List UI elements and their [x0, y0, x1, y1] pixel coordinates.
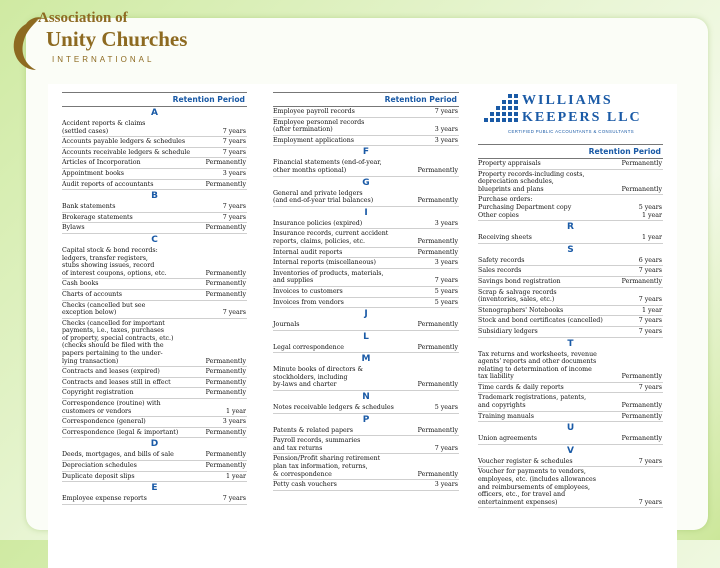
record-name: Property records-including costs, depreciation schedules, blueprints and plans	[478, 170, 585, 193]
retention-period: Permanently	[205, 180, 246, 188]
record-name: Voucher register & schedules	[478, 457, 573, 465]
record-name: Internal audit reports	[273, 248, 343, 256]
retention-row	[62, 137, 247, 148]
column-3-body	[478, 159, 663, 508]
record-name: Accounts payable ledgers & schedules	[62, 138, 186, 146]
column-heading: Retention Period	[62, 92, 247, 107]
section-letter: U	[566, 423, 575, 434]
section-letter: M	[361, 354, 371, 365]
record-name: Charts of accounts	[62, 290, 122, 298]
retention-period: 1 year	[641, 306, 662, 314]
section-letter: L	[363, 331, 369, 342]
retention-row	[273, 403, 459, 414]
record-name: Bank statements	[62, 203, 116, 211]
record-name: Employee payroll records	[273, 108, 355, 115]
retention-row	[273, 343, 459, 354]
retention-period: 7 years	[222, 309, 246, 317]
retention-period: 3 years	[222, 418, 246, 426]
record-name: Journals	[273, 321, 300, 329]
retention-period: Permanently	[621, 185, 662, 193]
section-letter: B	[151, 191, 158, 202]
retention-period: 3 years	[434, 481, 458, 489]
retention-period: Permanently	[417, 248, 458, 256]
retention-period: 7 years	[638, 267, 662, 275]
column-2	[273, 92, 459, 491]
retention-row	[62, 148, 247, 159]
retention-period: 3 years	[222, 169, 246, 177]
retention-period: 6 years	[638, 256, 662, 264]
retention-period: 3 years	[434, 136, 458, 144]
retention-row	[478, 412, 663, 423]
retention-period: 7 years	[222, 127, 246, 135]
retention-row	[62, 158, 247, 169]
firm-name: WILLIAMS KEEPERS LLC	[522, 93, 642, 125]
retention-period: Permanently	[621, 412, 662, 420]
retention-period: 7 years	[434, 108, 458, 115]
retention-row	[478, 159, 663, 170]
retention-row	[273, 365, 459, 391]
record-name: Articles of Incorporation	[62, 159, 141, 167]
retention-period: 5 years	[434, 298, 458, 306]
retention-period: Permanently	[621, 160, 662, 167]
retention-row	[62, 399, 247, 417]
retention-period: Permanently	[205, 378, 246, 386]
record-name: Insurance policies (expired)	[273, 219, 363, 227]
column-heading: Retention Period	[478, 144, 663, 159]
retention-period: 7 years	[638, 296, 662, 304]
record-name: Invoices from vendors	[273, 298, 344, 306]
retention-row	[478, 350, 663, 383]
retention-row	[62, 450, 247, 461]
retention-period: Permanently	[417, 166, 458, 174]
section-letter: P	[362, 414, 370, 425]
section-letter: F	[362, 147, 370, 158]
retention-row	[478, 434, 663, 445]
retention-period: Permanently	[205, 357, 246, 365]
retention-period: 5 years	[434, 404, 458, 412]
retention-row	[62, 119, 247, 137]
retention-row	[478, 195, 663, 221]
section-letter: A	[151, 108, 158, 118]
retention-row	[478, 457, 663, 468]
retention-row	[273, 426, 459, 437]
retention-period: 5 years 1 year	[638, 203, 662, 219]
retention-period: 7 years	[638, 457, 662, 465]
retention-row	[273, 454, 459, 480]
retention-period: 7 years	[638, 498, 662, 506]
williams-keepers-logo	[478, 92, 663, 138]
column-2-body	[273, 107, 459, 491]
section-letter: R	[567, 222, 574, 233]
record-name: Correspondence (general)	[62, 418, 146, 426]
section-letter: G	[362, 177, 370, 188]
retention-row	[478, 306, 663, 317]
retention-row	[62, 213, 247, 224]
record-name: Contracts and leases (expired)	[62, 368, 160, 376]
record-name: Checks (cancelled but see exception below)	[62, 301, 146, 317]
retention-period: 7 years	[222, 213, 246, 221]
record-name: Insurance records, current accident reports, claims, policies, etc.	[273, 230, 389, 245]
record-name: Financial statements (end-of-year, other months optional)	[273, 159, 382, 174]
record-name: Tax returns and worksheets, revenue agents' reports and other documents relating to determination of income tax liability	[478, 350, 597, 381]
retention-row	[273, 118, 459, 136]
retention-period: Permanently	[205, 159, 246, 167]
retention-row	[273, 158, 459, 176]
retention-row	[62, 494, 247, 505]
bar-grid-icon	[478, 92, 524, 128]
section-letter: V	[567, 445, 574, 456]
retention-row	[273, 287, 459, 298]
retention-period: 1 year	[641, 234, 662, 242]
section-letter: D	[150, 439, 159, 450]
record-name: Bylaws	[62, 224, 85, 232]
retention-period: Permanently	[205, 224, 246, 232]
retention-row	[478, 316, 663, 327]
column-1-body	[62, 108, 247, 505]
record-name: Appointment books	[62, 169, 124, 177]
retention-row	[62, 367, 247, 378]
retention-row	[478, 393, 663, 411]
retention-row	[273, 320, 459, 331]
retention-row	[62, 428, 247, 439]
retention-period: Permanently	[205, 451, 246, 459]
retention-row	[273, 269, 459, 287]
column-3	[478, 92, 663, 508]
retention-row	[478, 266, 663, 277]
retention-period: Permanently	[417, 343, 458, 351]
column-1	[62, 92, 247, 505]
retention-row	[62, 417, 247, 428]
record-name: Employment applications	[273, 136, 354, 144]
record-name: Sales records	[478, 267, 522, 275]
retention-row	[62, 319, 247, 368]
brand-line3: INTERNATIONAL	[52, 55, 155, 64]
record-name: Correspondence (legal & important)	[62, 428, 179, 436]
retention-row	[62, 290, 247, 301]
retention-row	[273, 136, 459, 147]
retention-row	[273, 229, 459, 247]
record-name: Training manuals	[478, 412, 534, 420]
record-name: Payroll records, summaries and tax returns	[273, 437, 361, 452]
retention-row	[62, 378, 247, 389]
retention-period: 5 years	[434, 287, 458, 295]
retention-row	[62, 279, 247, 290]
retention-row	[273, 258, 459, 269]
record-name: Duplicate deposit slips	[62, 472, 135, 480]
record-name: Petty cash vouchers	[273, 481, 337, 489]
retention-period: Permanently	[205, 280, 246, 288]
section-letter: T	[567, 338, 574, 349]
retention-period: 7 years	[222, 203, 246, 211]
retention-row	[62, 301, 247, 319]
retention-row	[478, 327, 663, 338]
retention-row	[273, 298, 459, 309]
retention-period: 7 years	[434, 444, 458, 452]
retention-period: Permanently	[205, 462, 246, 469]
record-name: Time cards & daily reports	[478, 383, 564, 391]
retention-row	[478, 383, 663, 394]
retention-row	[62, 461, 247, 472]
retention-period: Permanently	[417, 381, 458, 389]
record-name: Employee expense reports	[62, 495, 147, 503]
record-name: Voucher for payments to vendors, employees, etc. (includes allowances and reimbursements of employees, officers, etc., for travel and entertainment expenses)	[478, 468, 596, 506]
retention-row	[62, 223, 247, 234]
retention-row	[273, 189, 459, 207]
retention-period: Permanently	[205, 389, 246, 397]
record-name: Notes receivable ledgers & schedules	[273, 404, 394, 412]
retention-period: Permanently	[205, 428, 246, 436]
section-letter: C	[151, 234, 158, 245]
retention-row	[478, 233, 663, 244]
section-letter: E	[151, 483, 158, 494]
retention-period: Permanently	[621, 373, 662, 381]
record-name: Receiving sheets	[478, 234, 532, 242]
retention-period: Permanently	[621, 277, 662, 285]
record-name: Stenographers' Notebooks	[478, 306, 564, 314]
retention-period: 3 years	[434, 126, 458, 134]
brand-line2: Unity Churches	[46, 27, 188, 51]
retention-period: Permanently	[205, 368, 246, 376]
retention-row	[478, 170, 663, 196]
retention-period: 7 years	[638, 317, 662, 325]
retention-row	[478, 467, 663, 508]
record-name: Internal reports (miscellaneous)	[273, 259, 376, 267]
retention-row	[478, 277, 663, 288]
record-name: Union agreements	[478, 435, 537, 443]
retention-row	[273, 480, 459, 491]
record-name: Legal correspondence	[273, 343, 344, 351]
record-name: Invoices to customers	[273, 287, 343, 295]
record-name: Checks (cancelled for important payments, i.e., taxes, purchases of property, special contracts, etc.) (checks should be filed with the papers pertaining to the under- lying transaction)	[62, 319, 174, 365]
record-name: Subsidiary ledgers	[478, 327, 538, 335]
record-name: Savings bond registration	[478, 277, 561, 285]
record-name: Correspondence (routine) with customers or vendors	[62, 400, 161, 415]
retention-period: Permanently	[417, 321, 458, 329]
record-name: Stock and bond certificates (cancelled)	[478, 317, 603, 325]
retention-row	[62, 202, 247, 213]
section-letter: S	[567, 244, 574, 255]
record-name: Inventories of products, materials, and supplies	[273, 269, 384, 285]
retention-period: Permanently	[621, 402, 662, 410]
retention-row	[273, 219, 459, 230]
record-name: Deeds, mortgages, and bills of sale	[62, 451, 174, 459]
retention-row	[62, 180, 247, 191]
retention-document	[48, 84, 677, 568]
record-name: Employee personnel records (after termination)	[273, 118, 365, 134]
retention-period: 1 year	[225, 472, 246, 480]
retention-period: 3 years	[434, 219, 458, 227]
record-name: Property appraisals	[478, 160, 541, 167]
retention-period: 3 years	[434, 259, 458, 267]
retention-period: Permanently	[417, 197, 458, 205]
column-heading: Retention Period	[273, 92, 459, 107]
retention-row	[62, 169, 247, 180]
retention-row	[62, 246, 247, 279]
retention-row	[478, 288, 663, 306]
record-name: Pension/Profit sharing retirement plan tax information, returns, & correspondence	[273, 455, 381, 478]
section-letter: J	[364, 309, 368, 320]
retention-period: Permanently	[417, 470, 458, 478]
retention-period: 7 years	[434, 277, 458, 285]
record-name: Scrap & salvage records (inventories, sales, etc.)	[478, 288, 557, 304]
association-logo	[8, 10, 188, 74]
retention-row	[62, 472, 247, 483]
record-name: Minute books of directors & stockholders, including by-laws and charter	[273, 366, 364, 389]
record-name: Contracts and leases still in effect	[62, 378, 171, 386]
retention-period: 7 years	[222, 148, 246, 156]
record-name: Accounts receivable ledgers & schedule	[62, 148, 191, 156]
record-name: Capital stock & bond records: ledgers, transfer registers, stubs showing issues, record of interest coupons, options, etc.	[62, 246, 167, 277]
record-name: Accident reports & claims (settled cases)	[62, 120, 146, 135]
section-letter: N	[362, 392, 370, 403]
brand-line1: Association of	[38, 10, 128, 26]
record-name: Brokerage statements	[62, 213, 133, 221]
retention-period: 7 years	[222, 138, 246, 146]
retention-period: Permanently	[205, 269, 246, 277]
firm-tagline: CERTIFIED PUBLIC ACCOUNTANTS & CONSULTANTS	[508, 129, 635, 134]
retention-row	[273, 248, 459, 259]
record-name: Safety records	[478, 256, 525, 264]
retention-period: Permanently	[621, 435, 662, 443]
retention-row	[273, 436, 459, 454]
record-name: Purchase orders: Purchasing Department copy Other copies	[478, 196, 572, 219]
retention-period: Permanently	[417, 237, 458, 245]
record-name: Depreciation schedules	[62, 462, 137, 469]
retention-period: 7 years	[638, 383, 662, 391]
record-name: Patents & related papers	[273, 426, 353, 434]
retention-row	[478, 256, 663, 267]
retention-row	[273, 107, 459, 118]
retention-period: 1 year	[225, 407, 246, 415]
record-name: Copyright registration	[62, 389, 134, 397]
retention-period: 7 years	[222, 495, 246, 503]
section-letter: I	[364, 207, 368, 218]
retention-period: Permanently	[205, 290, 246, 298]
record-name: Trademark registrations, patents, and copyrights	[478, 394, 587, 410]
retention-row	[62, 388, 247, 399]
retention-period: Permanently	[417, 426, 458, 434]
record-name: Cash books	[62, 280, 99, 288]
record-name: General and private ledgers (and end-of-year trial balances)	[273, 189, 374, 205]
record-name: Audit reports of accountants	[62, 180, 154, 188]
retention-period: 7 years	[638, 327, 662, 335]
